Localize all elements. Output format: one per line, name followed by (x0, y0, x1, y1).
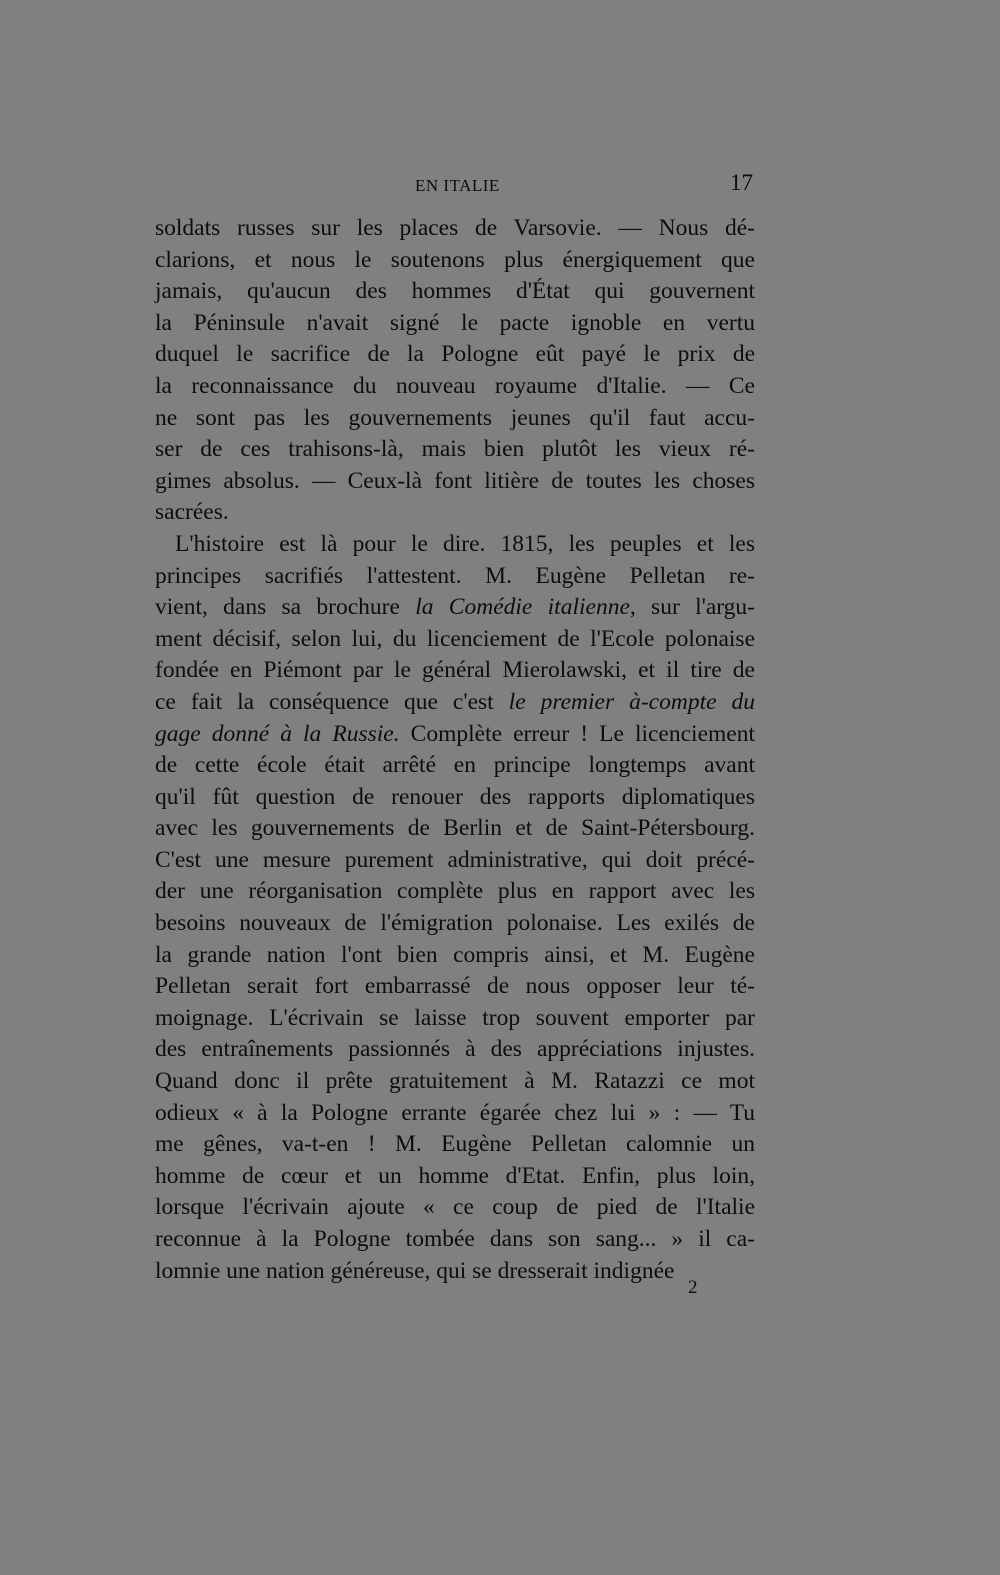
text-line (155, 876, 755, 908)
line-text: homme de cœur et un homme d'Etat. Enfin, plus loin, (155, 1162, 755, 1189)
text-line (155, 750, 755, 782)
text-line (155, 1034, 755, 1066)
line-text: odieux « à la Pologne errante égarée chez lui » : — Tu (155, 1099, 755, 1126)
text-line (155, 1129, 755, 1161)
signature-mark: 2 (688, 1277, 698, 1298)
line-text: gimes absolus. — Ceux-là font litière de toutes les choses (155, 467, 755, 494)
line-text: vient, dans sa brochure (155, 594, 416, 621)
line-text: clarions, et nous le soutenons plus énergiquement que (155, 246, 755, 273)
line-text: ne sont pas les gouvernements jeunes qu'il faut accu- (155, 404, 755, 431)
line-text: la reconnaissance du nouveau royaume d'Italie. — Ce (155, 372, 755, 399)
text-line (155, 940, 755, 972)
text-line (155, 1161, 755, 1193)
text-line (155, 403, 755, 435)
page-number: 17 (730, 170, 753, 195)
line-text: Pelletan serait fort embarrassé de nous opposer leur té- (155, 973, 755, 1000)
text-line (155, 687, 755, 719)
text-line (155, 434, 755, 466)
text-line (155, 624, 755, 656)
text-line (155, 561, 755, 593)
text-line (155, 1224, 755, 1256)
running-head (155, 170, 755, 200)
line-text: sacrées. (155, 499, 229, 526)
line-text: qu'il fût question de renouer des rapports diplomatiques (155, 783, 755, 810)
line-text: Quand donc il prête gratuitement à M. Ratazzi ce mot (155, 1068, 755, 1095)
italic-title: le premier à-compte du (508, 688, 755, 715)
line-text: reconnue à la Pologne tombée dans son sang... » il ca- (155, 1226, 755, 1252)
text-line (155, 1066, 755, 1098)
text-line (155, 466, 755, 498)
text-line (155, 245, 755, 277)
line-text: de cette école était arrêté en principe longtemps avant (155, 752, 755, 779)
text-line (155, 1003, 755, 1035)
line-text: C'est une mesure purement administrative, qui doit précé- (155, 846, 755, 873)
text-line (155, 655, 755, 687)
text-line (155, 339, 755, 371)
line-text: moignage. L'écrivain se laisse trop souvent emporter par (155, 1004, 755, 1031)
text-line (155, 971, 755, 1003)
line-text-after: , sur l'argu- (629, 594, 755, 621)
text-line (155, 592, 755, 624)
line-text: der une réorganisation complète plus en rapport avec les (155, 878, 755, 905)
line-text: lorsque l'écrivain ajoute « ce coup de pied de l'Italie (155, 1194, 755, 1221)
line-text: ser de ces trahisons-là, mais bien plutôt les vieux ré- (155, 436, 755, 463)
line-text: avec les gouvernements de Berlin et de Saint-Pétersbourg. (155, 815, 755, 842)
line-text: me gênes, va-t-en ! M. Eugène Pelletan calomnie un (155, 1131, 755, 1158)
text-line (155, 497, 755, 529)
text-line (155, 213, 755, 245)
text-line (155, 782, 755, 814)
text-line (155, 308, 755, 340)
body-text (155, 213, 755, 1287)
text-line (155, 1256, 755, 1288)
text-line (155, 1192, 755, 1224)
line-text: ment décisif, selon lui, du licenciement de l'Ecole polonaise (155, 625, 755, 652)
text-line (155, 1098, 755, 1130)
text-line (155, 813, 755, 845)
line-text: besoins nouveaux de l'émigration polonaise. Les exilés de (155, 910, 755, 937)
line-text: ce fait la conséquence que c'est (155, 688, 509, 715)
line-text: fondée en Piémont par le général Mierolawski, et il tire de (155, 657, 755, 684)
line-text: lomnie une nation généreuse, qui se dresserait indignée (155, 1257, 675, 1284)
italic-title: la Comédie italienne (415, 594, 630, 621)
text-line (155, 276, 755, 308)
text-line (155, 529, 755, 561)
line-text-after: Complète erreur ! Le licenciement (399, 720, 755, 747)
text-line (155, 719, 755, 751)
line-text: jamais, qu'aucun des hommes d'État qui gouvernent (155, 278, 755, 305)
italic-title: gage donné à la Russie. (155, 720, 400, 747)
line-text: la Péninsule n'avait signé le pacte ignoble en vertu (155, 309, 755, 336)
line-text: soldats russes sur les places de Varsovie. — Nous dé- (155, 215, 755, 241)
line-text: L'histoire est là pour le dire. 1815, les peuples et les (175, 530, 755, 557)
line-text: des entraînements passionnés à des appréciations injustes. (155, 1036, 755, 1063)
line-text: principes sacrifiés l'attestent. M. Eugène Pelletan re- (155, 562, 755, 589)
line-text: la grande nation l'ont bien compris ainsi, et M. Eugène (155, 941, 755, 968)
text-line (155, 908, 755, 940)
line-text: duquel le sacrifice de la Pologne eût payé le prix de (155, 341, 755, 368)
text-line (155, 845, 755, 877)
text-line (155, 371, 755, 403)
running-title: EN ITALIE (415, 176, 500, 195)
